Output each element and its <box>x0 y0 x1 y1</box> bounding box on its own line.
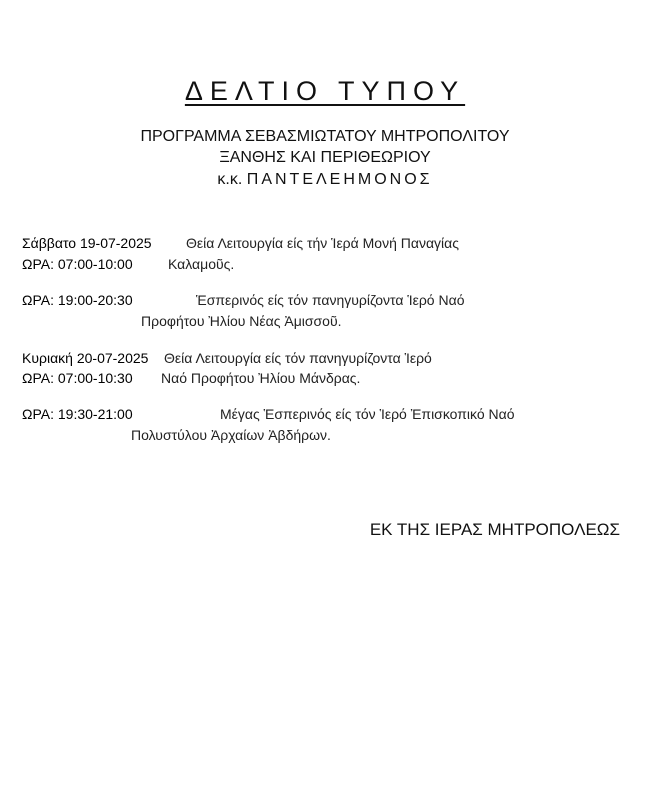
event-description-line1: Μέγας Ἑσπερινός είς τόν Ἱερό Ἐπισκοπικό Ναό <box>220 406 515 422</box>
diocese-name: ΞΑΝΘΗΣ ΚΑΙ ΠΕΡΙΘΕΩΡΙΟΥ <box>219 149 431 166</box>
closing-signature: ΕΚ ΤΗΣ ΙΕΡΑΣ ΜΗΤΡΟΠΟΛΕΩΣ <box>369 520 620 539</box>
metropolitan-name <box>0 171 650 189</box>
event-description-line1: Ἑσπερινός είς τόν πανηγυρίζοντα Ἱερό Ναό <box>196 292 465 308</box>
event-time: ΩΡΑ: 19:30-21:00 <box>22 406 133 422</box>
event-description-line1: Θεία Λειτουργία είς τόν πανηγυρίζοντα Ἱερό <box>164 350 432 366</box>
event-description-line2: Προφήτου Ἠλίου Νέας Ἀμισσοῦ. <box>141 313 342 329</box>
event-description-line1: Θεία Λειτουργία είς τήν Ἱερά Μονή Παναγίας <box>186 235 459 251</box>
event-day: Σάββατο 19-07-2025 <box>22 235 152 251</box>
name: ΠΑΝΤΕΛΕΗΜΟΝΟΣ <box>246 171 433 188</box>
document-title: ΔΕΛΤΙΟ ΤΥΠΟΥ <box>184 76 466 106</box>
program-heading: ΠΡΟΓΡΑΜΜΑ ΣΕΒΑΣΜΙΩΤΑΤΟΥ ΜΗΤΡΟΠΟΛΙΤΟΥ <box>140 128 510 145</box>
event-time: ΩΡΑ: 07:00-10:00 <box>22 256 133 272</box>
event-day: Κυριακή 20-07-2025 <box>22 350 149 366</box>
event-time: ΩΡΑ: 19:00-20:30 <box>22 292 133 308</box>
event-description-line2: Πολυστύλου Ἀρχαίων Ἀβδήρων. <box>131 427 331 443</box>
event-description-line2: Ναό Προφήτου Ἠλίου Μάνδρας. <box>161 370 361 386</box>
event-description-line2: Καλαμοῦς. <box>168 256 235 272</box>
event-time: ΩΡΑ: 07:00-10:30 <box>22 370 133 386</box>
honorific: κ.κ. <box>217 171 243 188</box>
